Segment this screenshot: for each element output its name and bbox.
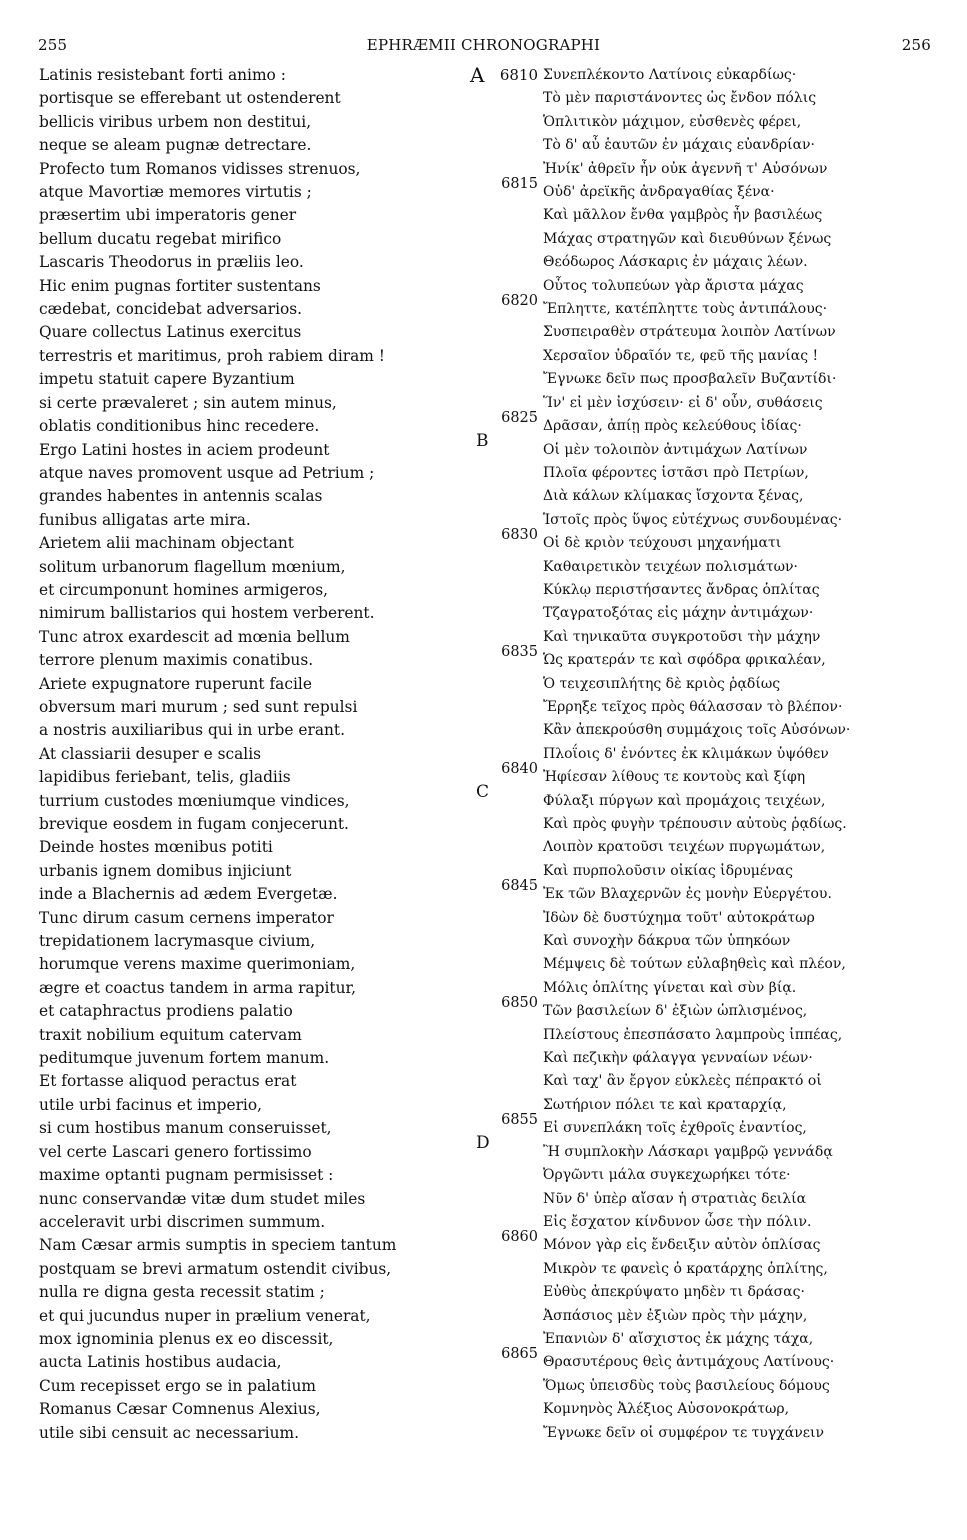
verse-number-spacer [474, 719, 538, 742]
running-title: EPHRÆMII CHRONOGRAPHI [366, 36, 601, 54]
greek-line: Ἵν' εἰ μὲν ἰσχύσειν· εἰ δ' οὖν, συθάσεις [543, 394, 823, 411]
verse-number-spacer [474, 602, 538, 625]
greek-line: Καὶ ταχ' ἂν ἔργον εὐκλεὲς πέπρακτό οἱ [543, 1073, 822, 1090]
greek-line: Ἠνίκ' ἀθρεῖν ἦν οὐκ ἀγεννῆ τ' Αὐσόνων [543, 160, 828, 177]
greek-line: Ἐπανιὼν δ' αἴσχιστος ἐκ μάχης τάχα, [543, 1330, 814, 1347]
greek-line: Εὐθὺς ἀπεκρύψατο μηδὲν τι δράσας· [543, 1284, 805, 1301]
latin-line: bellicis viribus urbem non destitui, [39, 112, 312, 131]
greek-line: Εἰ συνεπλάκη τοῖς ἐχθροῖς ἐναντίος, [543, 1120, 807, 1137]
latin-line: maxime optanti pugnam permisisset : [39, 1166, 334, 1185]
verse-number-spacer [474, 907, 538, 930]
greek-line: Ὁ τειχεσιπλήτης δὲ κριὸς ῥᾳδίως [543, 675, 781, 692]
latin-line: nulla re digna gesta recessit statim ; [39, 1283, 325, 1302]
latin-line: vel certe Lascari genero fortissimo [39, 1142, 312, 1161]
greek-line: Ὀργῶντι μάλα συγκεχωρήκει τότε· [543, 1167, 791, 1184]
latin-line: postquam se brevi armatum ostendit civibus, [39, 1259, 392, 1278]
latin-line: funibus alligatas arte mira. [39, 510, 251, 529]
latin-line: Arietem alii machinam objectant [39, 534, 294, 553]
greek-line: Θρασυτέρους θεὶς ἀντιμάχους Λατίνους· [543, 1354, 835, 1371]
latin-line: Hic enim pugnas fortiter sustentans [39, 276, 321, 295]
latin-line: si certe prævaleret ; sin autem minus, [39, 393, 337, 412]
verse-number-spacer [474, 813, 538, 836]
verse-number-spacer [474, 1422, 538, 1445]
latin-line: Lascaris Theodorus in præliis leo. [39, 253, 304, 272]
latin-line: bellum ducatu regebat mirifico [39, 229, 282, 248]
greek-line: Ἠφίεσαν λίθους τε κοντοὺς καὶ ξίφη [543, 769, 806, 786]
latin-line: aucta Latinis hostibus audacia, [39, 1353, 282, 1372]
latin-line: lapidibus feriebant, telis, gladiis [39, 768, 291, 787]
latin-line: Tunc atrox exardescit ad mœnia bellum [39, 627, 350, 646]
greek-line: Σωτήριον πόλει τε καὶ κραταρχίᾳ, [543, 1096, 787, 1113]
latin-line: cædebat, concidebat adversarios. [39, 300, 303, 319]
latin-line: solitum urbanorum flagellum mœnium, [39, 557, 346, 576]
section-marker: D [476, 1133, 490, 1154]
latin-line: inde a Blachernis ad ædem Evergetæ. [39, 885, 338, 904]
latin-line: urbanis ignem domibus injiciunt [39, 861, 292, 880]
latin-line: mox ignominia plenus ex eo discessit, [39, 1329, 334, 1348]
latin-line: et qui jucundus nuper in prælium venerat, [39, 1306, 371, 1325]
latin-line: trepidationem lacrymasque civium, [39, 932, 316, 951]
latin-line: si cum hostibus manum conseruisset, [39, 1119, 332, 1138]
greek-line: Λοιπὸν κρατοῦσι τειχέων πυργωμάτων, [543, 839, 826, 856]
greek-line: Κἂν ἀπεκρούσθη συμμάχοις τοῖς Αὐσόνων· [543, 722, 851, 739]
verse-number-spacer [474, 228, 538, 251]
greek-text-column [543, 64, 953, 1445]
latin-line: neque se aleam pugnæ detrectare. [39, 136, 312, 155]
verse-number-spacer [474, 1375, 538, 1398]
verse-number-spacer [474, 1047, 538, 1070]
verse-number-spacer [474, 1070, 538, 1093]
latin-line: oblatis conditionibus hinc recedere. [39, 417, 320, 436]
latin-line: Deinde hostes mœnibus potiti [39, 838, 273, 857]
latin-line: Tunc dirum casum cernens imperator [39, 908, 334, 927]
verse-number: 6820 [501, 293, 538, 310]
latin-line: Romanus Cæsar Comnenus Alexius, [39, 1400, 321, 1419]
verse-number-spacer [474, 1024, 538, 1047]
greek-line: Ἔρρηξε τεῖχος πρὸς θάλασσαν τὸ βλέπον· [543, 698, 843, 715]
verse-number-spacer [474, 134, 538, 157]
verse-number-spacer [474, 930, 538, 953]
verse-number: 6840 [501, 761, 538, 778]
section-marker: A [470, 63, 485, 87]
greek-line: Ἐκ τῶν Βλαχερνῶν ἐς μονὴν Εὐεργέτου. [543, 886, 832, 903]
latin-line: atque naves promovent usque ad Petrium ; [39, 463, 375, 482]
greek-line: Νῦν δ' ὑπὲρ αἴσαν ἡ στρατιὰς δειλία [543, 1190, 807, 1207]
verse-number-spacer [474, 696, 538, 719]
verse-number: 6815 [501, 176, 538, 193]
latin-line: horumque verens maxime querimoniam, [39, 955, 356, 974]
greek-line: Ἀσπάσιος μὲν ἐξιὼν πρὸς τὴν μάχην, [543, 1307, 808, 1324]
greek-line: Ὡς κρατεράν τε καὶ σφόδρα φρικαλέαν, [543, 652, 826, 669]
verse-number: 6865 [501, 1346, 538, 1363]
greek-line: Ἔγνωκε δεῖν οἱ συμφέρον τε τυγχάνειν [543, 1424, 824, 1441]
verse-number-spacer [474, 1281, 538, 1304]
latin-line: nunc conservandæ vitæ dum studet miles [39, 1189, 366, 1208]
verse-number-spacer [474, 1258, 538, 1281]
greek-line: Ἰδὼν δὲ δυστύχημα τοῦτ' αὐτοκράτωρ [543, 909, 815, 926]
latin-line: utile sibi censuit ac necessarium. [39, 1423, 299, 1442]
verse-number-spacer [474, 1164, 538, 1187]
greek-line: Πλείστους ἐπεσπάσατο λαμπροὺς ἱππέας, [543, 1026, 843, 1043]
greek-line: Οὗτος τολυπεύων γὰρ ἄριστα μάχας [543, 277, 804, 294]
verse-number-spacer [474, 1188, 538, 1211]
verse-number: 6810 [499, 66, 538, 84]
latin-line: Et fortasse aliquod peractus erat [39, 1072, 297, 1091]
greek-line: Καὶ μᾶλλον ἔνθα γαμβρὸς ἦν βασιλέως [543, 207, 823, 224]
greek-line: Ἔπληττε, κατέπληττε τοὺς ἀντιπάλους· [543, 301, 828, 318]
greek-line: Διὰ κάλων κλίμακας ἴσχοντα ξένας, [543, 488, 804, 505]
latin-line: At classiarii desuper e scalis [39, 744, 262, 763]
greek-line: Τὸ δ' αὖ ἑαυτῶν ἐν μάχαις εὐανδρίαν· [543, 137, 815, 154]
greek-line: Καθαιρετικὸν τειχέων πολισμάτων· [543, 558, 798, 575]
verse-number-spacer [474, 111, 538, 134]
latin-line: præsertim ubi imperatoris gener [39, 206, 297, 225]
greek-line: Φύλαξι πύργων καὶ προμάχοις τειχέων, [543, 792, 826, 809]
greek-line: Συσπειραθὲν στράτευμα λοιπὸν Λατίνων [543, 324, 836, 341]
greek-line: Δρᾶσαν, ἀπίῃ πρὸς κελεύθους ἰδίας· [543, 418, 802, 435]
latin-line: Ariete expugnatore ruperunt facile [39, 674, 312, 693]
greek-line: Τῶν βασιλείων δ' ἐξιὼν ὡπλισμένος, [543, 1003, 808, 1020]
greek-line: Πλοῖα φέροντες ἱστᾶσι πρὸ Πετρίων, [543, 464, 809, 481]
greek-line: Οἱ μὲν τολοιπὸν ἀντιμάχων Λατίνων [543, 441, 808, 458]
greek-line: Μικρὸν τε φανεὶς ὁ κρατάρχης ὁπλίτης, [543, 1260, 828, 1277]
greek-line: Μέμψεις δὲ τούτων εὐλαβηθεὶς καὶ πλέον, [543, 956, 846, 973]
verse-number: 6825 [501, 410, 538, 427]
verse-number: 6850 [501, 995, 538, 1012]
latin-translation-column [39, 64, 459, 1445]
greek-line: Τζαγρατοξότας εἰς μάχην ἀντιμάχων· [543, 605, 814, 622]
latin-line: impetu statuit capere Byzantium [39, 370, 295, 389]
verse-number-column [474, 64, 538, 1445]
latin-line: Quare collectus Latinus exercitus [39, 323, 302, 342]
greek-line: Ἱστοῖς πρὸς ὕψος εὐτέχνως συνδουμένας· [543, 511, 843, 528]
latin-line: turrium custodes mœniumque vindices, [39, 791, 350, 810]
greek-line: Θεόδωρος Λάσκαρις ἐν μάχαις λέων. [543, 254, 808, 271]
verse-number-spacer [474, 556, 538, 579]
greek-line: Πλοΐοις δ' ἐνόντες ἐκ κλιμάκων ὑψόθεν [543, 745, 829, 762]
right-page-number: 256 [901, 36, 931, 54]
verse-number: 6860 [501, 1229, 538, 1246]
greek-line: Ὅμως ὑπεισδὺς τοὺς βασιλείους δόμους [543, 1377, 830, 1394]
greek-line: Τὸ μὲν παριστάνοντες ὡς ἔνδον πόλις [543, 90, 817, 107]
verse-number: 6855 [501, 1112, 538, 1129]
latin-line: nimirum ballistarios qui hostem verberent. [39, 604, 375, 623]
verse-number: 6845 [501, 878, 538, 895]
verse-number-spacer [474, 485, 538, 508]
verse-number-spacer [474, 1398, 538, 1421]
verse-number-spacer [474, 368, 538, 391]
greek-line: Κύκλῳ περιστήσαντες ἄνδρας ὁπλίτας [543, 581, 820, 598]
greek-line: Καὶ τηνικαῦτα συγκροτοῦσι τὴν μάχην [543, 628, 821, 645]
section-marker: C [476, 782, 490, 803]
greek-line: Καὶ πυρπολοῦσιν οἰκίας ἱδρυμένας [543, 862, 793, 879]
verse-number-spacer [474, 462, 538, 485]
greek-line: Μόλις ὁπλίτης γίνεται καὶ σὺν βίᾳ. [543, 979, 797, 996]
latin-line: acceleravit urbi discrimen summum. [39, 1212, 326, 1231]
verse-number-spacer [474, 87, 538, 110]
greek-line: Κομνηνὸς Ἀλέξιος Αὐσονοκράτωρ, [543, 1401, 790, 1418]
latin-line: atque Mavortiæ memores virtutis ; [39, 183, 312, 202]
latin-line: peditumque juvenum fortem manum. [39, 1049, 330, 1068]
greek-line: Καὶ πεζικὴν φάλαγγα γενναίων νέων· [543, 1050, 813, 1067]
greek-line: Ἔγνωκε δεῖν πως προσβαλεῖν Βυζαντίδι· [543, 371, 837, 388]
latin-line: portisque se efferebant ut ostenderent [39, 89, 341, 108]
section-marker: B [476, 430, 489, 451]
greek-line: Ὁπλιτικὸν μάχιμον, εὐσθενὲς φέρει, [543, 113, 802, 130]
latin-line: Profecto tum Romanos vidisses strenuos, [39, 159, 361, 178]
latin-line: utile urbi facinus et imperio, [39, 1095, 263, 1114]
latin-line: grandes habentes in antennis scalas [39, 487, 323, 506]
greek-line: Εἰς ἔσχατον κίνδυνον ὦσε τὴν πόλιν. [543, 1213, 812, 1230]
latin-line: et cataphractus prodiens palatio [39, 1002, 293, 1021]
verse-number-spacer [474, 836, 538, 859]
greek-line: Οὐδ' ἀρεϊκῆς ἀνδραγαθίας ξένα· [543, 184, 775, 201]
verse-number: 6835 [501, 644, 538, 661]
latin-line: ægre et coactus tandem in arma rapitur, [39, 978, 357, 997]
verse-number-spacer [474, 579, 538, 602]
latin-line: traxit nobilium equitum catervam [39, 1025, 302, 1044]
verse-number-spacer [474, 204, 538, 227]
latin-line: a nostris auxiliaribus qui in urbe erant. [39, 721, 346, 740]
verse-number: 6830 [501, 527, 538, 544]
latin-line: Cum recepisset ergo se in palatium [39, 1376, 316, 1395]
verse-number-spacer [474, 953, 538, 976]
latin-line: Latinis resistebant forti animo : [39, 66, 286, 84]
latin-line: Nam Cæsar armis sumptis in speciem tantum [39, 1236, 397, 1255]
greek-line: Συνεπλέκοντο Λατίνοις εὐκαρδίως· [543, 67, 797, 83]
latin-line: Ergo Latini hostes in aciem prodeunt [39, 440, 330, 459]
verse-number-spacer [474, 321, 538, 344]
greek-line: Ἢ συμπλοκὴν Λάσκαρι γαμβρῷ γεννάδᾳ [543, 1143, 833, 1160]
verse-number-spacer [474, 251, 538, 274]
verse-number-spacer [474, 345, 538, 368]
verse-number-spacer [474, 673, 538, 696]
latin-line: obversum mari murum ; sed sunt repulsi [39, 697, 358, 716]
greek-line: Καὶ συνοχὴν δάκρυα τῶν ὑπηκόων [543, 933, 791, 950]
greek-line: Χερσαῖον ὑδραῖόν τε, φεῦ τῆς μανίας ! [543, 347, 819, 364]
left-page-number: 255 [38, 36, 68, 54]
greek-line: Μάχας στρατηγῶν καὶ διευθύνων ξένως [543, 230, 832, 247]
latin-line: terrore plenum maximis conatibus. [39, 651, 314, 670]
greek-line: Οἱ δὲ κριὸν τεύχουσι μηχανήματι [543, 535, 782, 552]
verse-number-spacer [474, 1305, 538, 1328]
greek-line: Μόνον γὰρ εἰς ἔνδειξιν αὐτὸν ὁπλίσας [543, 1237, 821, 1254]
latin-line: et circumponunt homines armigeros, [39, 580, 329, 599]
greek-line: Καὶ πρὸς φυγὴν τρέπουσιν αὐτοὺς ῥᾳδίως. [543, 816, 847, 832]
latin-line: brevique eosdem in fugam conjecerunt. [39, 815, 349, 833]
latin-line: terrestris et maritimus, proh rabiem diram ! [39, 346, 385, 365]
